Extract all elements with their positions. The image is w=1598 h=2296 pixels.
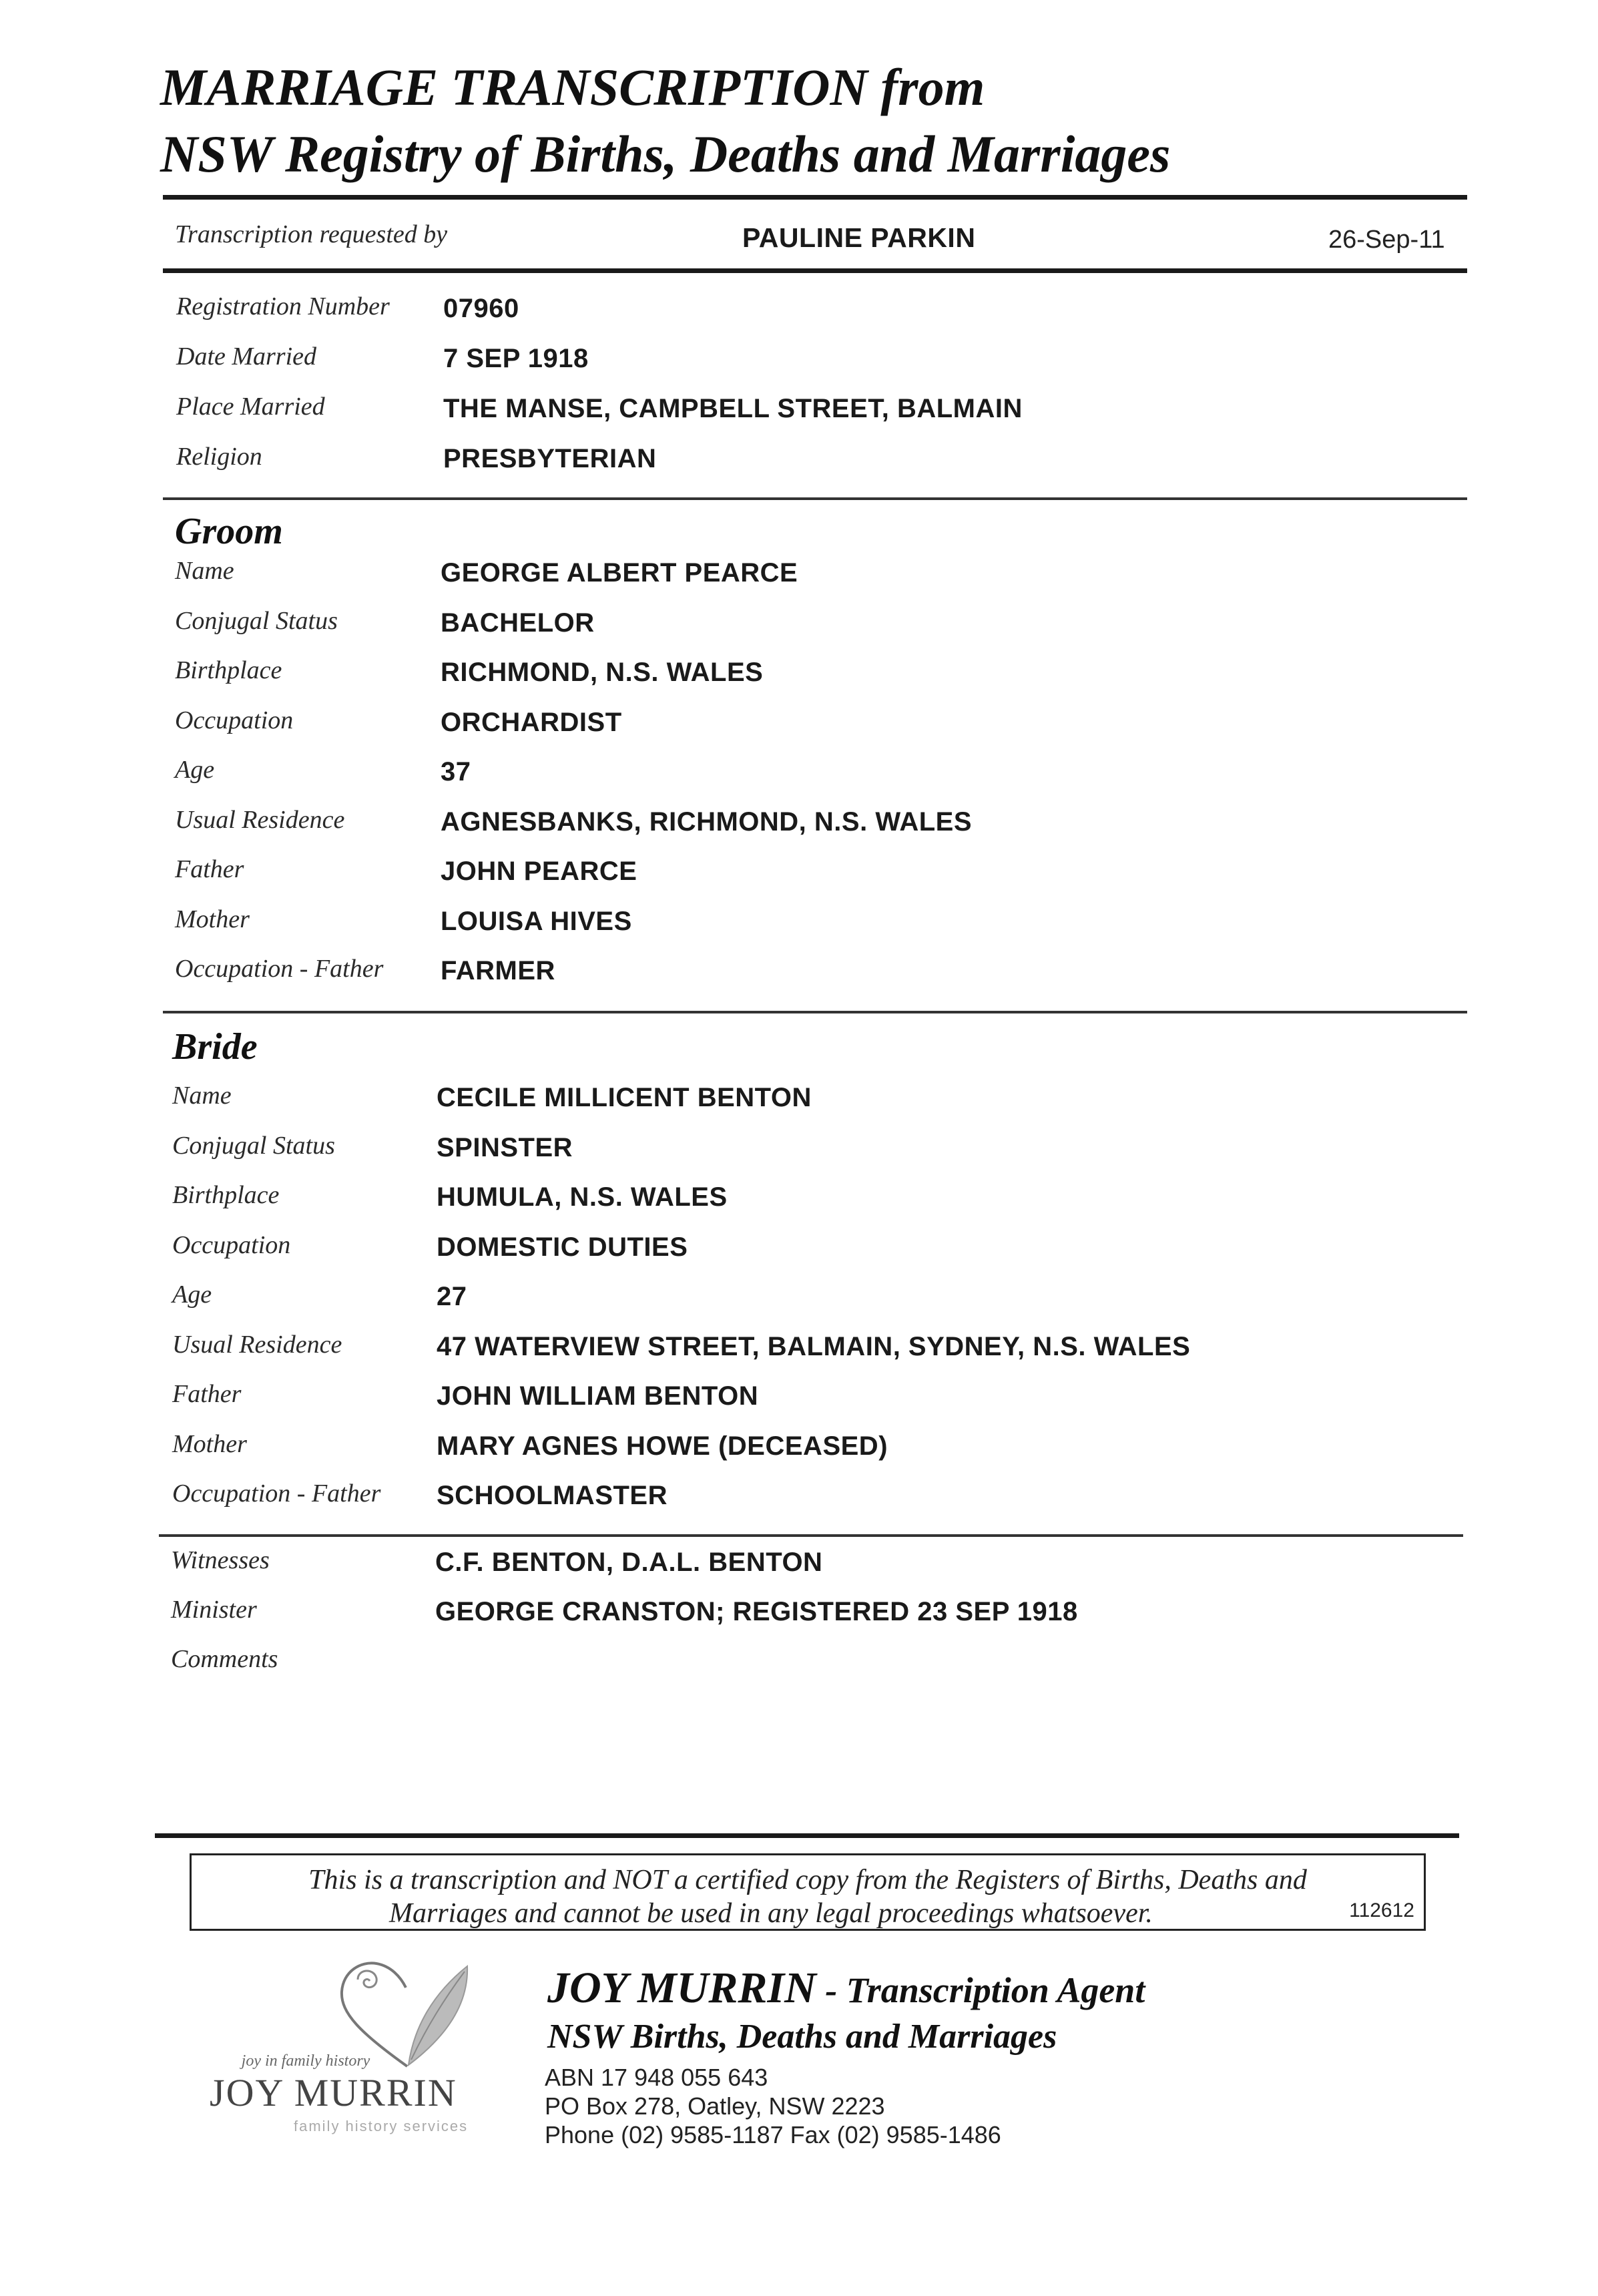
agent-name xyxy=(547,1966,1145,2010)
request-date: 26-Sep-11 xyxy=(1328,226,1445,254)
bride-heading: Bride xyxy=(172,1026,258,1068)
disclaimer-line2: Marriages and cannot be used in any legal proceedings whatsoever. xyxy=(389,1898,1153,1929)
document-title-line1: MARRIAGE TRANSCRIPTION from xyxy=(160,58,985,116)
field-label: Minister xyxy=(171,1596,257,1624)
reference-code: 112612 xyxy=(1349,1899,1414,1921)
agent-abn: ABN 17 948 055 643 xyxy=(545,2064,768,2091)
field-label: Witnesses xyxy=(171,1546,270,1574)
field-value: THE MANSE, CAMPBELL STREET, BALMAIN xyxy=(443,394,1023,423)
disclaimer-line1: This is a transcription and NOT a certified copy from the Registers of Births, Deaths and xyxy=(308,1865,1307,1895)
field-label: Age xyxy=(175,756,215,784)
logo-tagline: joy in family history xyxy=(241,2052,370,2070)
field-value: RICHMOND, N.S. WALES xyxy=(441,658,764,687)
field-value: HUMULA, N.S. WALES xyxy=(437,1182,728,1212)
groom-heading: Groom xyxy=(175,511,283,552)
field-value: C.F. BENTON, D.A.L. BENTON xyxy=(435,1548,823,1577)
footer-rule xyxy=(155,1833,1459,1838)
bride-rule xyxy=(159,1534,1463,1537)
registration-rule xyxy=(163,497,1467,500)
requested-by-label: Transcription requested by xyxy=(175,220,448,248)
field-label: Mother xyxy=(175,905,250,933)
field-label: Name xyxy=(175,557,234,585)
field-value: 27 xyxy=(437,1282,467,1311)
agent-po-box: PO Box 278, Oatley, NSW 2223 xyxy=(545,2092,885,2120)
field-value: DOMESTIC DUTIES xyxy=(437,1232,688,1262)
field-value: MARY AGNES HOWE (DECEASED) xyxy=(437,1431,888,1461)
requested-by-name: PAULINE PARKIN xyxy=(742,222,976,253)
groom-rule xyxy=(163,1011,1467,1013)
field-value: 07960 xyxy=(443,294,519,323)
field-label: Date Married xyxy=(176,342,317,371)
agent-phone: Phone (02) 9585-1187 Fax (02) 9585-1486 xyxy=(545,2121,1001,2148)
agent-subtitle: NSW Births, Deaths and Marriages xyxy=(547,2018,1057,2056)
field-label: Name xyxy=(172,1082,232,1110)
field-label: Father xyxy=(172,1380,242,1408)
field-value: LOUISA HIVES xyxy=(441,906,632,936)
field-value: SCHOOLMASTER xyxy=(437,1481,668,1510)
field-label: Religion xyxy=(176,443,262,471)
field-value: 7 SEP 1918 xyxy=(443,344,589,373)
field-label: Conjugal Status xyxy=(172,1131,335,1160)
field-label: Occupation - Father xyxy=(172,1479,381,1508)
field-label: Mother xyxy=(172,1429,247,1458)
field-value: 47 WATERVIEW STREET, BALMAIN, SYDNEY, N.S. WALES xyxy=(437,1331,1191,1361)
field-value: SPINSTER xyxy=(437,1132,573,1162)
field-value: JOHN WILLIAM BENTON xyxy=(437,1381,759,1411)
logo-subtitle: family history services xyxy=(294,2118,469,2134)
field-label: Place Married xyxy=(176,393,325,421)
field-value: PRESBYTERIAN xyxy=(443,444,657,473)
field-label: Birthplace xyxy=(172,1181,280,1209)
field-label: Occupation - Father xyxy=(175,955,384,983)
field-label: Usual Residence xyxy=(172,1330,342,1359)
field-label: Occupation xyxy=(172,1230,291,1259)
field-label: Usual Residence xyxy=(175,805,345,834)
field-value: GEORGE CRANSTON; REGISTERED 23 SEP 1918 xyxy=(435,1597,1078,1626)
field-label: Registration Number xyxy=(176,292,390,320)
field-label: Conjugal Status xyxy=(175,606,338,635)
agent-name-text: JOY MURRIN xyxy=(547,1964,816,2012)
field-label: Occupation xyxy=(175,706,294,734)
field-value: 37 xyxy=(441,757,471,786)
document-title-line2: NSW Registry of Births, Deaths and Marriages xyxy=(160,125,1171,183)
disclaimer-box xyxy=(190,1853,1426,1931)
field-value: FARMER xyxy=(441,956,555,985)
agent-role: - Transcription Agent xyxy=(816,1970,1145,2010)
field-label: Father xyxy=(175,855,244,883)
header-rule xyxy=(163,195,1467,200)
field-label: Birthplace xyxy=(175,656,282,684)
field-value: ORCHARDIST xyxy=(441,707,622,737)
logo-name: JOY MURRIN xyxy=(210,2071,457,2114)
field-value: AGNESBANKS, RICHMOND, N.S. WALES xyxy=(441,807,973,837)
field-value: GEORGE ALBERT PEARCE xyxy=(441,558,798,588)
field-value: BACHELOR xyxy=(441,608,595,638)
field-label: Comments xyxy=(171,1645,278,1673)
field-value: CECILE MILLICENT BENTON xyxy=(437,1083,812,1112)
field-label: Age xyxy=(172,1281,212,1309)
field-value: JOHN PEARCE xyxy=(441,857,637,886)
request-rule xyxy=(163,268,1467,273)
